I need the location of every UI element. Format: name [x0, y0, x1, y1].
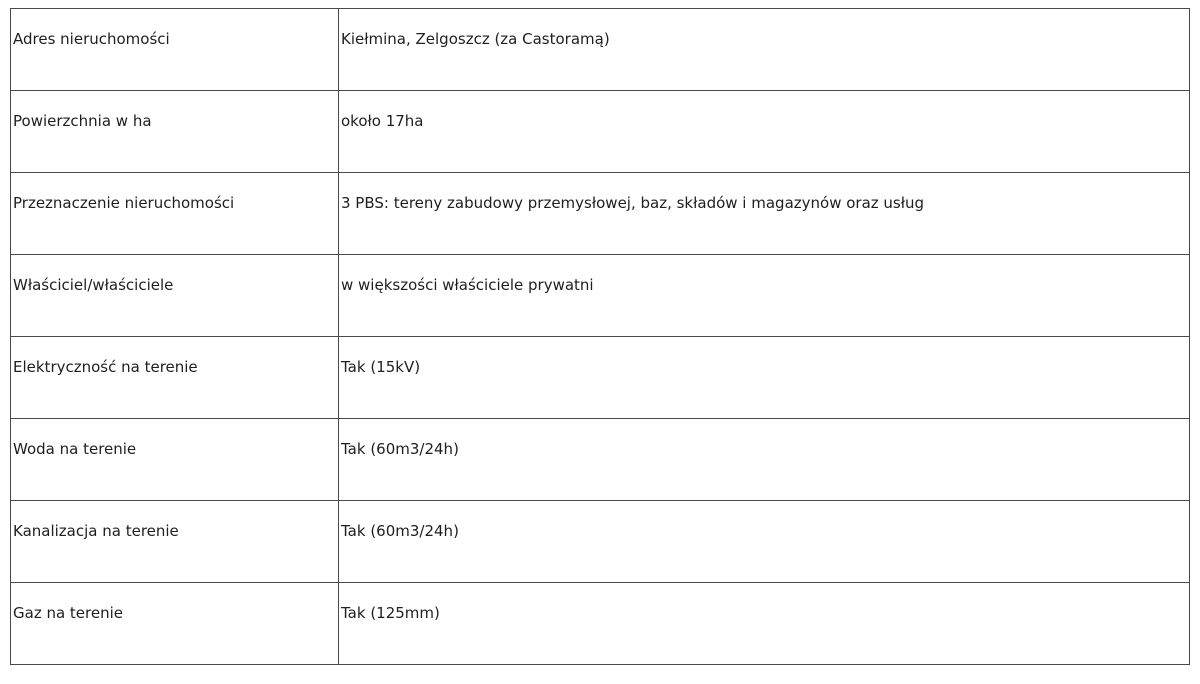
table-row [11, 173, 1190, 255]
row-value-cell [339, 9, 1190, 91]
table-row [11, 255, 1190, 337]
row-value: Tak (60m3/24h) [341, 440, 459, 458]
row-label-cell [11, 255, 339, 337]
row-label: Właściciel/właściciele [13, 276, 174, 294]
row-label-cell [11, 91, 339, 173]
row-value: Tak (60m3/24h) [341, 522, 459, 540]
row-value: w większości właściciele prywatni [341, 276, 594, 294]
row-label: Kanalizacja na terenie [13, 522, 179, 540]
row-value: około 17ha [341, 112, 424, 130]
table-row [11, 501, 1190, 583]
row-label: Powierzchnia w ha [13, 112, 152, 130]
table-row [11, 419, 1190, 501]
table-row [11, 9, 1190, 91]
row-value: Tak (125mm) [341, 604, 440, 622]
table-row [11, 583, 1190, 665]
row-value-cell [339, 419, 1190, 501]
row-label-cell [11, 337, 339, 419]
row-label: Przeznaczenie nieruchomości [13, 194, 235, 212]
row-value-cell [339, 583, 1190, 665]
row-label: Adres nieruchomości [13, 30, 170, 48]
row-value: Kiełmina, Zelgoszcz (za Castoramą) [341, 30, 610, 48]
table-row [11, 91, 1190, 173]
row-label: Gaz na terenie [13, 604, 124, 622]
row-value: Tak (15kV) [341, 358, 421, 376]
row-value-cell [339, 91, 1190, 173]
row-value-cell [339, 255, 1190, 337]
property-details-table [10, 8, 1190, 665]
row-label: Woda na terenie [13, 440, 137, 458]
row-label-cell [11, 501, 339, 583]
row-value-cell [339, 501, 1190, 583]
row-label: Elektryczność na terenie [13, 358, 198, 376]
row-value-cell [339, 173, 1190, 255]
row-value-cell [339, 337, 1190, 419]
table-row [11, 337, 1190, 419]
row-label-cell [11, 173, 339, 255]
row-label-cell [11, 9, 339, 91]
row-value: 3 PBS: tereny zabudowy przemysłowej, baz, składów i magazynów oraz usług [341, 194, 925, 212]
row-label-cell [11, 583, 339, 665]
row-label-cell [11, 419, 339, 501]
